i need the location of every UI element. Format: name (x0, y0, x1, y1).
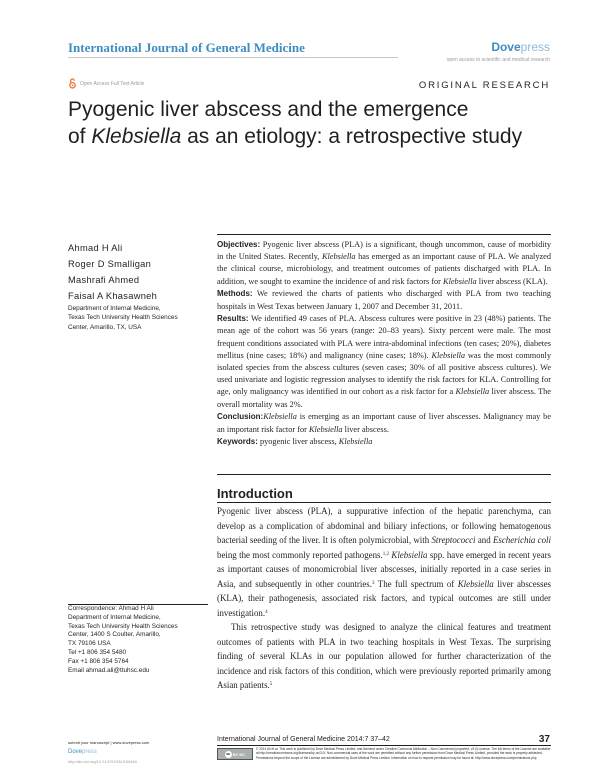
open-access-text: Open Access Full Text Article (80, 80, 145, 87)
organism-name: Klebsiella (455, 387, 490, 397)
organism-name: Klebsiella (338, 437, 373, 447)
footer-publisher-logo[interactable] (68, 749, 97, 755)
reference-link[interactable]: 4 (265, 609, 268, 615)
title-line-1: Pyogenic liver abscess and the emergence (68, 98, 469, 121)
section-heading: Introduction (217, 486, 293, 501)
publisher-logo[interactable] (491, 40, 550, 54)
abstract-methods (217, 288, 551, 312)
methods-label: Methods: (217, 289, 253, 299)
body-text: This retrospective study was designed to analyze the clinical features and treatment outcomes of patients with PLA in two teaching hospitals in West Texas. The surprising finding of several KLAs in our population allowed for further characterization of the incidence and risk factors of this condition, which were previously reported primarily among Asian patients. (217, 622, 551, 690)
abstract-results (217, 313, 551, 411)
cc-icon: cc (226, 751, 231, 756)
abstract-text: was the most commonly isolated species from the abscess cultures (seven cases; 30% of all positive abscess cultures). We used univariate and logistic regression analyses to identify the risk factors for KLA. Controlling for age, only malignancy was identified in our cohort as a risk factor for a (217, 350, 551, 397)
abstract-text: liver abscess. The overall mortality was 2%. (217, 387, 551, 409)
organism-name: Klebsiella (457, 578, 494, 589)
cc-label: BY NC (232, 751, 246, 757)
brand-light: press (82, 749, 97, 755)
abstract-text: We reviewed the charts of patients who discharged with PLA from two teaching hospitals in West Texas between January 1, 2007 and December 31, 2011. (217, 289, 551, 311)
article-title (68, 96, 568, 150)
article-type: ORIGINAL RESEARCH (418, 80, 550, 91)
body-text: liver abscesses (KLA), their pathogenesis, associated risk factors, and typical outcomes are still under investigation. (217, 578, 551, 618)
organism-name: Klebsiella (263, 412, 297, 422)
body-text: Pyogenic liver abscess (PLA), a suppurative infection of the hepatic parenchyma, can develop as a complication of abdominal and biliary infections, or following hematogenous bacterial seeding of the liver. It is often polymicrobial, with (217, 506, 551, 545)
objectives-label: Objectives: (217, 240, 261, 249)
correspondence-fax: Fax +1 806 354 5764 (68, 657, 129, 665)
abstract-bottom-rule (217, 474, 551, 475)
paragraph (217, 620, 551, 693)
results-label: Results: (217, 314, 249, 324)
author-list (68, 240, 157, 304)
correspondence-line: TX 79106 USA (68, 640, 111, 648)
abstract (217, 239, 551, 449)
footer-citation: International Journal of General Medicine 2014:7 37–42 (217, 736, 390, 743)
abstract-conclusion (217, 411, 551, 435)
reference-link[interactable]: 1,2 (382, 551, 389, 557)
conclusion-label: Conclusion: (217, 412, 264, 422)
abstract-text: Pyogenic liver abscess (PLA) is a significant, though uncommon, cause of morbidity in the United States. Recently, (217, 240, 551, 262)
abstract-text: We identified 49 cases of PLA. Abscess cultures were positive in 23 (48%) patients. The mean age of the cohort was 56 years (range: 20–83 years). Sixty percent were male. The most frequent conditions associated with PLA were intra-abdominal infections (ten cases; 20%), diabetes mellitus (nine cases; 18%) and malignancy (nine cases; 18%). (217, 314, 551, 360)
doi-link[interactable]: http://dx.doi.org/10.2147/IJGM.S54448 (68, 759, 137, 764)
abstract-text: is emerging as an important cause of liver abscesses. Malignancy may be an important risk factor for (217, 412, 551, 434)
license-text: © 2014 Ali et al. This work is published by Dove Medical Press Limited, and licensed under Creative Commons Attribution – Non Commercial (unported, v3.0) License. The full terms of the License are available at http://creativecommons.org/licenses/by-nc/3.0/. Non-commercial uses of the work are permitted without any further permission from Dove Medical Press Limited, provided the work is properly attributed. Permissions beyond the scope of the License are administered by Dove Medical Press Limited. Information on how to request permission may be found at: http://www.dovepress.com/permissions.php (256, 747, 551, 760)
correspondence-line: Center, 1400 S Coulter, Amarillo, (68, 631, 161, 639)
introduction-body (217, 504, 551, 693)
keywords-text: pyogenic liver abscess, (257, 437, 339, 447)
brand-main: Dove (68, 749, 83, 755)
organism-name: Klebsiella (308, 424, 343, 434)
reference-link[interactable]: 3 (371, 580, 375, 586)
journal-title: International Journal of General Medicine (68, 40, 305, 55)
footer-rule (217, 745, 551, 746)
correspondence-phone: Tel +1 806 354 5480 (68, 648, 127, 656)
affiliation-line: Department of Internal Medicine, (68, 305, 161, 312)
organism-name: Klebsiella (443, 276, 477, 286)
publisher-tagline: open access to scientific and medical research (446, 57, 550, 63)
body-text: and (475, 535, 493, 545)
brand-light: press (520, 40, 550, 54)
open-access-label (68, 78, 144, 89)
body-text: The full spectrum of (374, 578, 458, 589)
correspondence-line: Correspondence: Ahmad H Ali (68, 605, 154, 612)
title-organism: Klebsiella (91, 125, 182, 148)
abstract-text: has emerged as an important cause of PLA. We analyzed the clinical course, microbiology, and treatment outcomes of patients discharged with PLA. In addition, we sought to examine the incidence of and risk factors for (217, 252, 552, 286)
author-name: Mashrafi Ahmed (68, 275, 140, 285)
section-rule (217, 502, 551, 503)
brand-main: Dove (491, 40, 521, 54)
correspondence-line: Department of Internal Medicine, (68, 613, 161, 621)
open-access-icon (68, 78, 77, 89)
abstract-keywords (217, 436, 551, 448)
reference-link[interactable]: 5 (269, 682, 273, 687)
author-name: Roger D Smalligan (68, 259, 152, 269)
page-number: 37 (538, 734, 550, 745)
affiliation-line: Center, Amarillo, TX, USA (68, 323, 142, 331)
organism-name: Escherichia coli (492, 535, 551, 545)
author-name: Faisal A Khasawneh (68, 291, 158, 301)
abstract-objectives (217, 239, 551, 288)
affiliation (68, 304, 213, 332)
body-text: being the most commonly reported pathogens. (217, 549, 383, 560)
organism-name: Streptococci (431, 535, 476, 545)
paragraph (217, 504, 551, 620)
abstract-text: liver abscess. (342, 424, 389, 434)
correspondence-line: Texas Tech University Health Sciences (68, 622, 178, 630)
organism-name: Klebsiella (391, 549, 428, 560)
title-line-2-post: as an etiology: a retrospective study (181, 125, 523, 148)
author-name: Ahmad H Ali (68, 243, 123, 253)
submit-manuscript-link[interactable]: submit your manuscript | www.dovepress.com (68, 740, 150, 745)
abstract-top-rule (217, 234, 551, 235)
header-rule (68, 57, 398, 58)
correspondence-email[interactable]: Email ahmad.ali@ttuhsc.edu (68, 666, 150, 674)
correspondence-block (68, 605, 213, 675)
body-text: spp. have emerged in recent years as important causes of monomicrobial liver abscesses, initially reported in a case series in Asia, and subsequently in other countries. (217, 549, 551, 589)
organism-name: Klebsiella (431, 350, 466, 360)
affiliation-line: Texas Tech University Health Sciences (68, 314, 178, 322)
title-line-2-pre: of (68, 125, 92, 148)
keywords-label: Keywords: (217, 437, 258, 447)
creative-commons-badge[interactable] (217, 748, 253, 760)
abstract-text: liver abscess (KLA). (476, 276, 548, 286)
organism-name: Klebsiella (321, 252, 356, 262)
